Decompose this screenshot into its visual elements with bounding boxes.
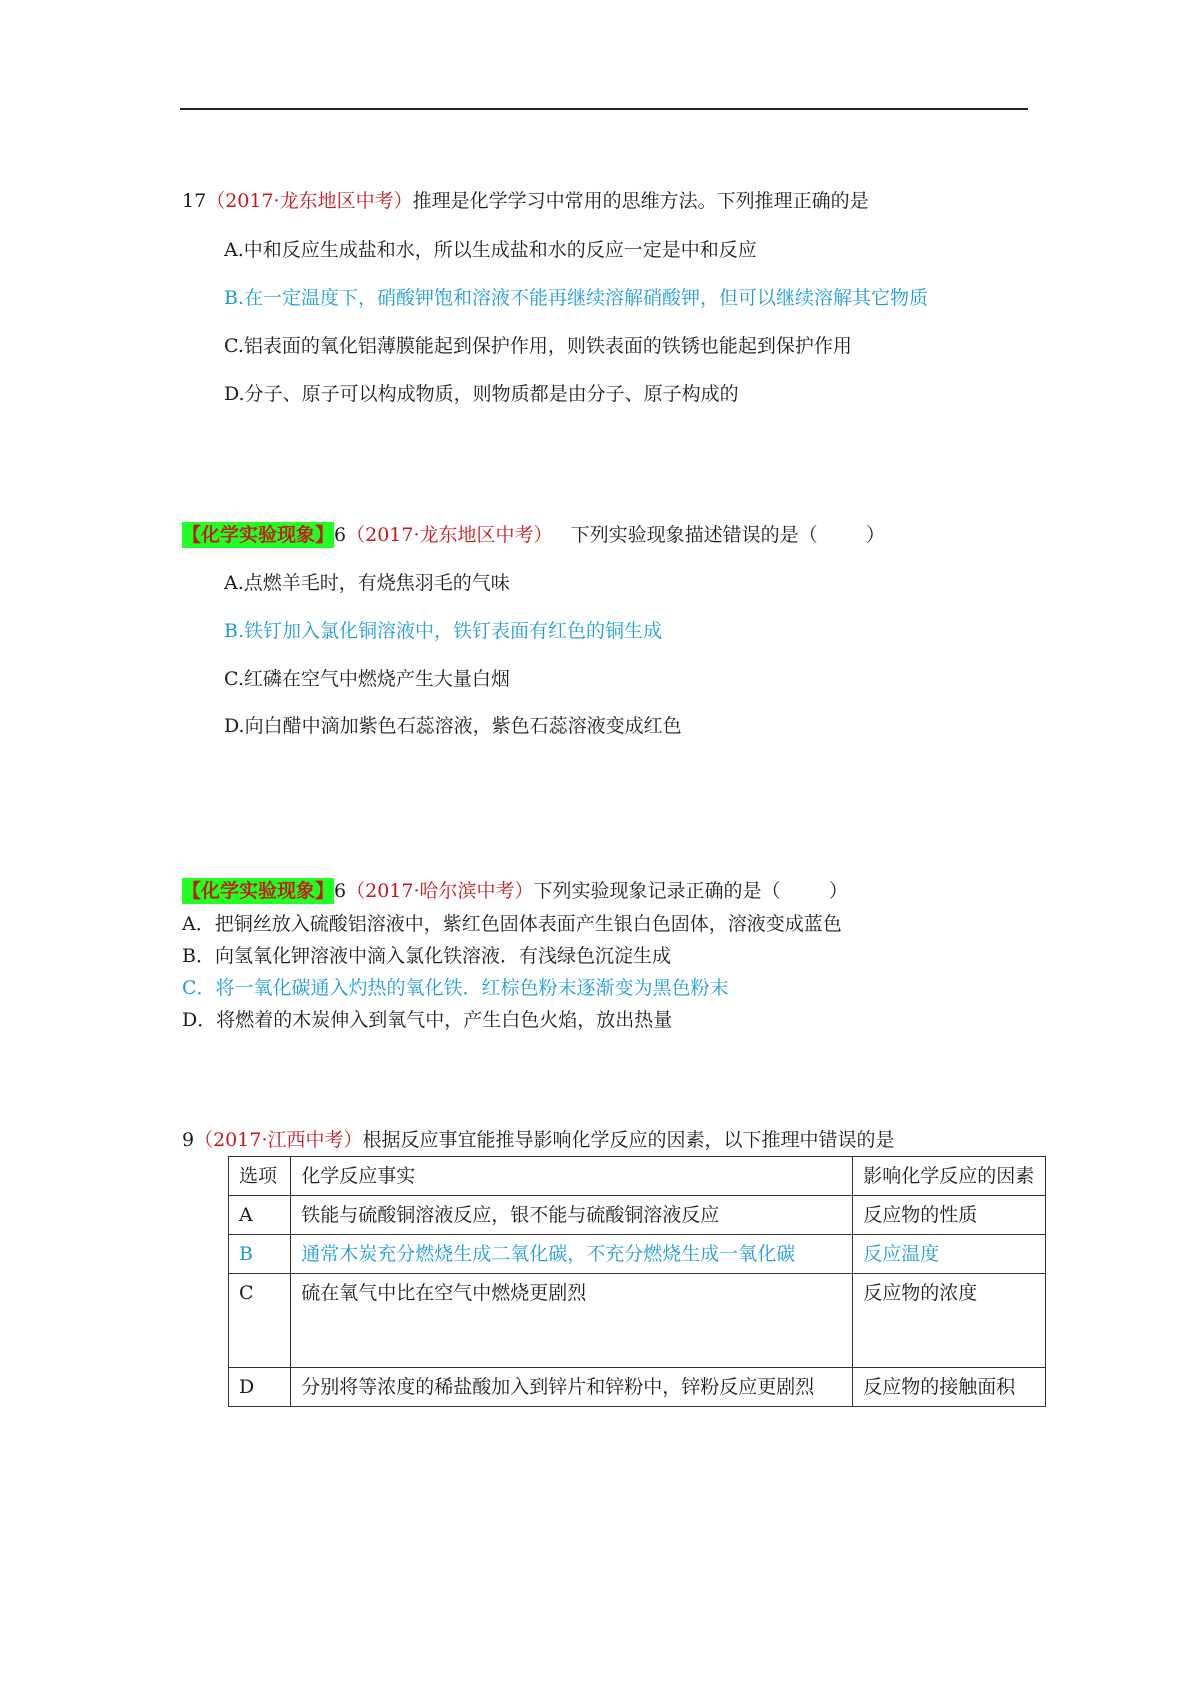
question-source: （2017·哈尔滨中考） [346,880,534,902]
row-fact: 铁能与硫酸铜溶液反应，银不能与硫酸铜溶液反应 [291,1196,853,1235]
row-option: A [229,1196,291,1235]
table-header-row [229,1157,1046,1196]
option-a: A.点燃羊毛时，有烧焦羽毛的气味 [224,572,510,594]
question-number: 6 [334,524,347,546]
row-fact: 通常木炭充分燃烧生成二氧化碳，不充分燃烧生成一氧化碳 [291,1235,853,1274]
question-9-stem [182,1127,895,1153]
option-b-answer: B.在一定温度下，硝酸钾饱和溶液不能再继续溶解硝酸钾，但可以继续溶解其它物质 [224,287,929,309]
option-a: A.中和反应生成盐和水，所以生成盐和水的反应一定是中和反应 [224,239,757,261]
option-c: C.铝表面的氧化铝薄膜能起到保护作用，则铁表面的铁锈也能起到保护作用 [224,335,852,357]
option-c: C.红磷在空气中燃烧产生大量白烟 [224,668,510,690]
option-d: D.向白醋中滴加紫色石蕊溶液，紫色石蕊溶液变成红色 [224,715,682,737]
topic-tag: 【化学实验现象】 [182,880,335,902]
question-source: （2017·龙东地区中考） [206,190,413,212]
option-b: B．向氢氧化钾溶液中滴入氯化铁溶液．有浅绿色沉淀生成 [182,945,671,967]
option-a: A．把铜丝放入硫酸铝溶液中，紫红色固体表面产生银白色固体，溶液变成蓝色 [182,913,842,935]
question-text: 推理是化学学习中常用的思维方法。下列推理正确的是 [412,190,869,212]
question-text: 下列实验现象描述错误的是（ ） [552,524,885,546]
option-d: D.分子、原子可以构成物质，则物质都是由分子、原子构成的 [224,383,739,405]
table-row [229,1274,1046,1368]
option-c-answer: C．将一氧化碳通入灼热的氧化铁．红棕色粉末逐渐变为黑色粉末 [182,977,729,999]
row-factor: 反应温度 [853,1235,1046,1274]
question-text: 下列实验现象记录正确的是（ ） [533,880,848,902]
row-factor: 反应物的性质 [853,1196,1046,1235]
header-fact: 化学反应事实 [291,1157,853,1196]
header-rule [180,108,1028,110]
row-fact: 硫在氧气中比在空气中燃烧更剧烈 [291,1274,853,1368]
question-source: （2017·江西中考） [194,1129,363,1151]
question-number: 17 [182,190,207,212]
table-row [229,1196,1046,1235]
question-number: 9 [182,1129,195,1151]
row-fact: 分别将等浓度的稀盐酸加入到锌片和锌粉中，锌粉反应更剧烈 [291,1368,853,1407]
header-factor: 影响化学反应的因素 [853,1157,1046,1196]
option-b-answer: B.铁钉加入氯化铜溶液中，铁钉表面有红色的铜生成 [224,620,663,642]
question-source: （2017·龙东地区中考） [346,524,553,546]
option-d: D．将燃着的木炭伸入到氧气中，产生白色火焰，放出热量 [182,1009,673,1031]
question-6a-stem [182,522,885,548]
table-row [229,1368,1046,1407]
question-number: 6 [334,880,347,902]
row-factor: 反应物的浓度 [853,1274,1046,1368]
question-17-stem [182,188,869,214]
row-option: B [229,1235,291,1274]
table-row-answer [229,1235,1046,1274]
header-option: 选项 [229,1157,291,1196]
row-option: C [229,1274,291,1368]
row-factor: 反应物的接触面积 [853,1368,1046,1407]
question-6b-stem [182,878,848,904]
reaction-facts-table [228,1156,1046,1407]
topic-tag: 【化学实验现象】 [182,524,335,546]
row-option: D [229,1368,291,1407]
question-text: 根据反应事宜能推导影响化学反应的因素，以下推理中错误的是 [362,1129,895,1151]
